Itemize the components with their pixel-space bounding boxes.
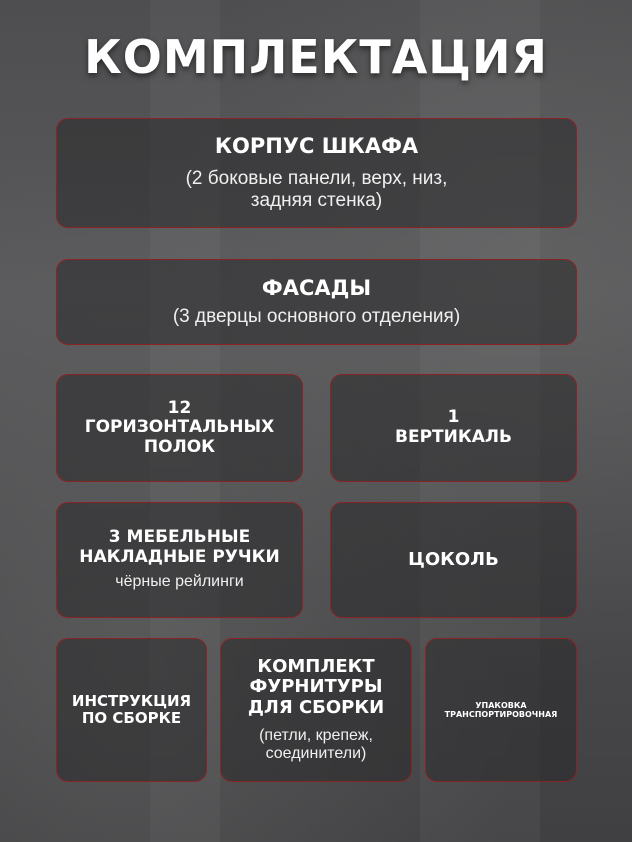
card-instructions: [56, 638, 207, 782]
card-heading: 1: [447, 407, 460, 428]
card-facades: [56, 259, 577, 345]
card-heading: ВЕРТИКАЛЬ: [395, 427, 512, 447]
page-title: КОМПЛЕКТАЦИЯ: [84, 30, 548, 84]
card-heading: УПАКОВКА: [475, 700, 527, 710]
card-heading: ДЛЯ СБОРКИ: [247, 696, 385, 718]
card-heading: 3 МЕБЕЛЬНЫЕ: [108, 527, 251, 548]
card-heading: ГОРИЗОНТАЛЬНЫХ: [84, 417, 275, 438]
card-hardware: [220, 638, 412, 782]
card-heading: КОМПЛЕКТ: [257, 655, 375, 677]
card-plinth: [330, 502, 577, 618]
card-heading: ФУРНИТУРЫ: [249, 676, 383, 698]
card-packaging: [425, 638, 577, 782]
card-heading: 12: [167, 397, 192, 418]
card-subtext: (3 дверцы основного отделения): [172, 306, 461, 328]
card-handles: [56, 502, 303, 618]
card-heading: ПО СБОРКЕ: [81, 709, 182, 727]
card-subtext: (петли, крепеж,: [259, 726, 373, 744]
card-vertical: [330, 374, 577, 482]
card-heading: ПОЛОК: [143, 436, 216, 457]
card-cabinet-body: [56, 118, 577, 228]
card-heading: НАКЛАДНЫЕ РУЧКИ: [79, 546, 280, 567]
card-heading: ФАСАДЫ: [261, 276, 372, 300]
card-subtext: задняя стенка): [250, 190, 383, 212]
card-subtext: чёрные рейлинги: [115, 573, 244, 591]
card-subtext: (2 боковые панели, верх, низ,: [185, 168, 448, 190]
card-subtext: соединители): [265, 745, 367, 763]
card-heading: ЦОКОЛЬ: [408, 548, 499, 570]
card-shelves: [56, 374, 303, 482]
card-heading: ИНСТРУКЦИЯ: [71, 691, 192, 710]
card-heading: КОРПУС ШКАФА: [214, 134, 419, 159]
card-heading: ТРАНСПОРТИРОВОЧНАЯ: [444, 710, 558, 719]
